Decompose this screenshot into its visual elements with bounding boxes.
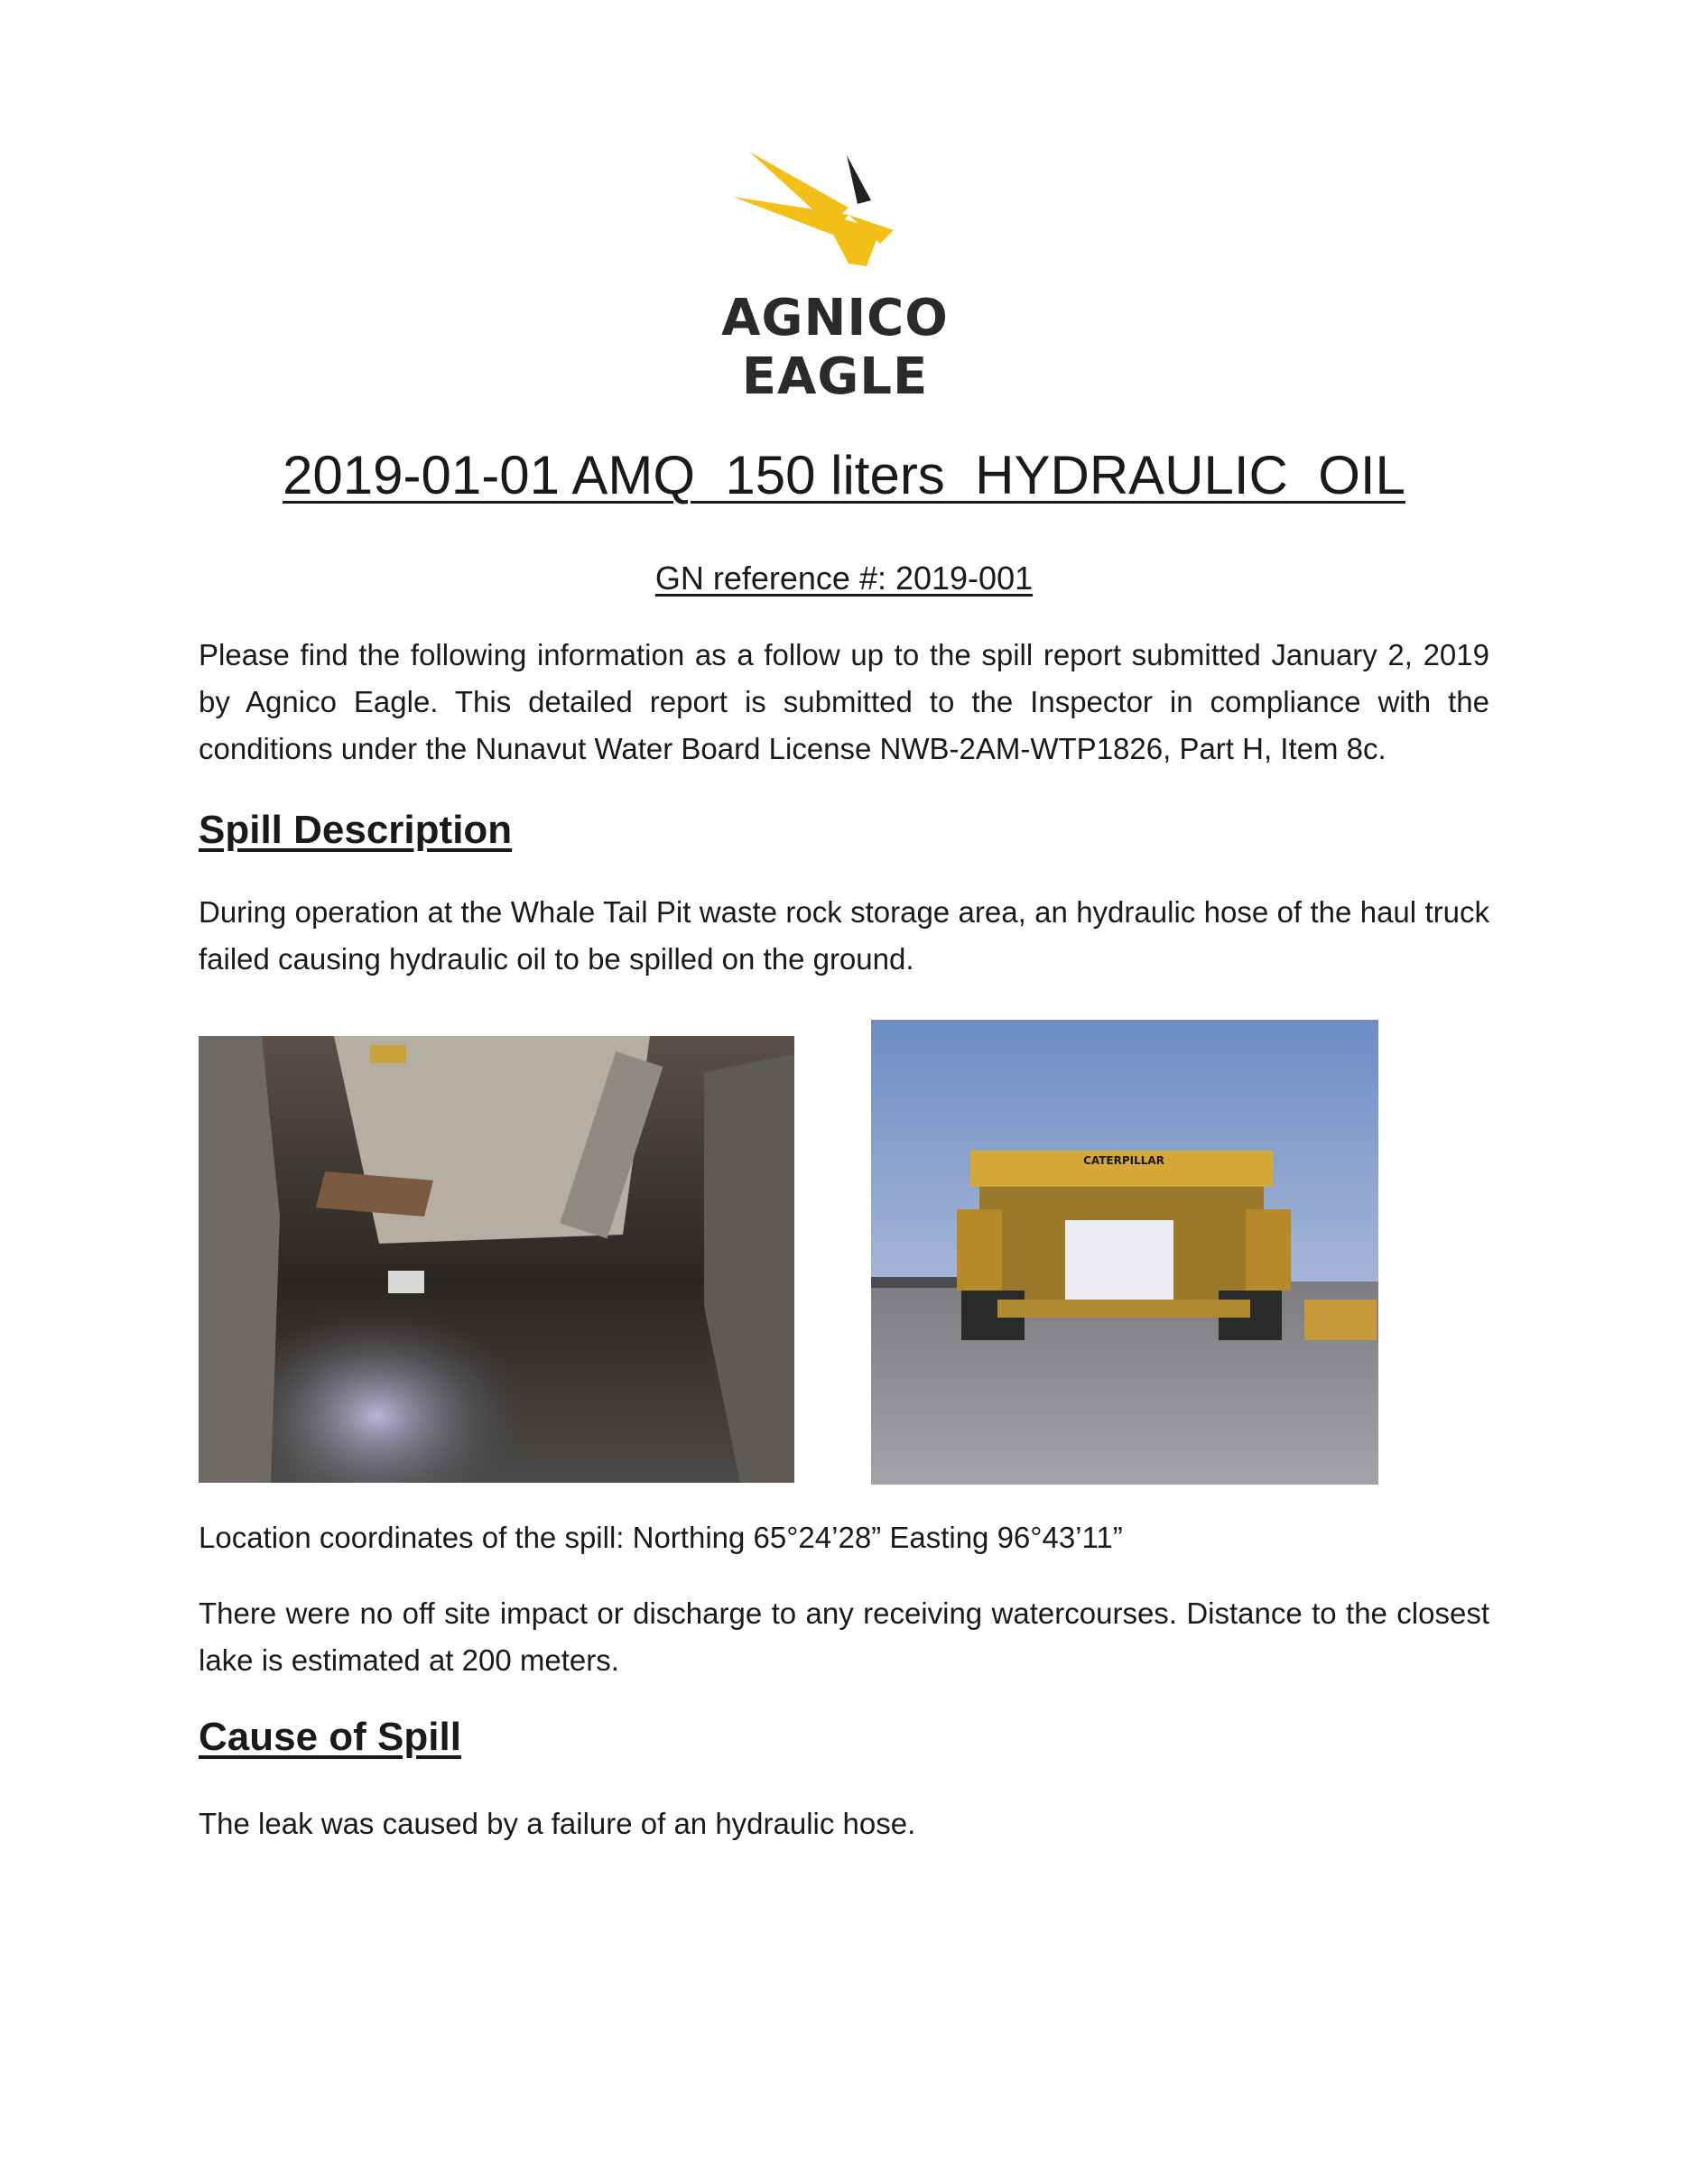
eagle-icon [722,144,948,280]
location-coordinates: Location coordinates of the spill: Northing 65°24’28” Easting 96°43’11” [199,1521,1123,1554]
logo-wordmark: AGNICO EAGLE [721,289,949,406]
cause-of-spill-text: The leak was caused by a failure of an hydraulic hose. [199,1807,916,1840]
truck-brand-label: CATERPILLAR [1083,1154,1164,1167]
spill-description-heading: Spill Description [199,808,513,852]
page-title: 2019-01-01 AMQ 150 liters HYDRAULIC OIL [283,445,1405,505]
impact-paragraph: There were no off site impact or discharge to any receiving watercourses. Distance to the closest lake is estimated at 200 meters. [199,1596,1489,1677]
gn-reference: GN reference #: 2019-001 [654,560,1034,597]
photo-haul-truck [871,1020,1378,1485]
cause-of-spill-heading: Cause of Spill [199,1715,461,1759]
intro-paragraph: Please find the following information as a follow up to the spill report submitted January 2, 2019 by Agnico Eagle. This detailed report is submitted to the Inspector in compliance with the conditions under the Nunavut Water Board License NWB-2AM-WTP1826, Part H, Item 8c. [199,638,1489,765]
company-logo [632,144,1038,406]
spill-description-text: During operation at the Whale Tail Pit waste rock storage area, an hydraulic hose of the haul truck failed causing hydraulic oil to be spilled on the ground. [199,895,1489,976]
photo-hydraulic-leak-underside [199,1036,794,1483]
